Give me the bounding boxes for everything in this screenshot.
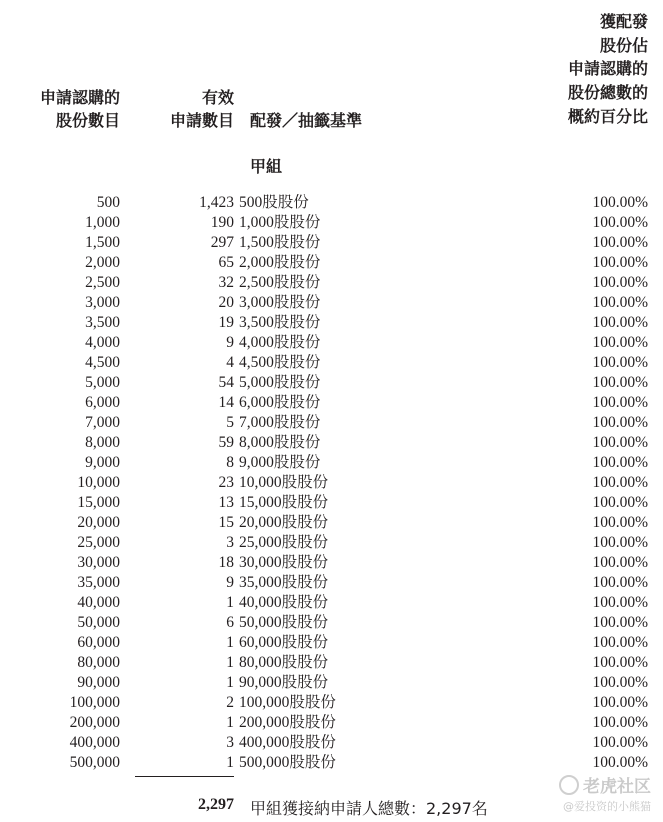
basis-of-allotment-cell: 6,000股股份 <box>239 394 321 411</box>
valid-applications-cell: 6 <box>226 614 234 631</box>
valid-applications-cell: 2 <box>226 694 234 711</box>
table-row <box>0 753 663 773</box>
table-row <box>0 373 663 393</box>
valid-applications-cell: 297 <box>210 234 234 251</box>
table-row <box>0 413 663 433</box>
shares-applied-cell: 500,000 <box>69 754 120 771</box>
header-line: 股份總數的 <box>567 83 648 103</box>
valid-applications-cell: 3 <box>226 534 234 551</box>
basis-of-allotment-cell: 15,000股股份 <box>239 494 329 511</box>
shares-applied-cell: 50,000 <box>77 614 120 631</box>
shares-applied-cell: 40,000 <box>77 594 120 611</box>
basis-of-allotment-cell: 30,000股股份 <box>239 554 329 571</box>
valid-applications-cell: 1 <box>226 674 234 691</box>
allotment-percentage-cell: 100.00% <box>592 354 648 371</box>
shares-applied-cell: 200,000 <box>69 714 120 731</box>
table-row <box>0 293 663 313</box>
table-row <box>0 193 663 213</box>
basis-of-allotment-cell: 7,000股股份 <box>239 414 321 431</box>
allotment-percentage-cell: 100.00% <box>592 514 648 531</box>
basis-of-allotment-cell: 80,000股股份 <box>239 654 329 671</box>
allotment-percentage-cell: 100.00% <box>592 474 648 491</box>
header-shares-applied <box>40 86 120 132</box>
allotment-table-body <box>0 193 663 773</box>
header-line: 配發／抽籤基準 <box>250 111 363 130</box>
basis-of-allotment-cell: 5,000股股份 <box>239 374 321 391</box>
shares-applied-cell: 60,000 <box>77 634 120 651</box>
allotment-percentage-cell: 100.00% <box>592 194 648 211</box>
shares-applied-cell: 500 <box>96 194 120 211</box>
valid-applications-cell: 1 <box>226 594 234 611</box>
valid-applications-cell: 23 <box>218 474 234 491</box>
allotment-percentage-cell: 100.00% <box>592 734 648 751</box>
valid-applications-cell: 1 <box>226 754 234 771</box>
watermark-subtitle: @爱投资的小熊猫 <box>563 800 651 813</box>
header-basis-of-allotment <box>250 109 362 132</box>
basis-of-allotment-cell: 400,000股股份 <box>239 734 336 751</box>
shares-applied-cell: 80,000 <box>77 654 120 671</box>
valid-applications-cell: 18 <box>218 554 234 571</box>
valid-applications-cell: 19 <box>218 314 234 331</box>
shares-applied-cell: 3,000 <box>85 294 120 311</box>
table-row <box>0 713 663 733</box>
basis-of-allotment-cell: 4,000股股份 <box>239 334 321 351</box>
basis-of-allotment-cell: 1,500股股份 <box>239 234 321 251</box>
basis-of-allotment-cell: 10,000股股份 <box>239 474 329 491</box>
allotment-percentage-cell: 100.00% <box>592 694 648 711</box>
valid-applications-cell: 20 <box>218 294 234 311</box>
shares-applied-cell: 25,000 <box>77 534 120 551</box>
shares-applied-cell: 30,000 <box>77 554 120 571</box>
table-row <box>0 573 663 593</box>
valid-applications-cell: 15 <box>218 514 234 531</box>
header-valid-applications <box>170 86 234 132</box>
valid-applications-cell: 1 <box>226 714 234 731</box>
allotment-percentage-cell: 100.00% <box>592 394 648 411</box>
basis-of-allotment-cell: 20,000股股份 <box>239 514 329 531</box>
total-applications: 2,297 <box>198 796 234 813</box>
basis-of-allotment-cell: 200,000股股份 <box>239 714 336 731</box>
table-row <box>0 253 663 273</box>
allotment-percentage-cell: 100.00% <box>592 274 648 291</box>
shares-applied-cell: 10,000 <box>77 474 120 491</box>
valid-applications-cell: 1,423 <box>199 194 234 211</box>
header-line: 申請數目 <box>169 111 234 130</box>
shares-applied-cell: 1,000 <box>85 214 120 231</box>
basis-of-allotment-cell: 40,000股股份 <box>239 594 329 611</box>
allotment-percentage-cell: 100.00% <box>592 254 648 271</box>
shares-applied-cell: 7,000 <box>85 414 120 431</box>
total-divider <box>135 776 234 777</box>
basis-of-allotment-cell: 100,000股股份 <box>239 694 336 711</box>
total-applicants-note: 甲組獲接納申請人總數：2,297名 <box>250 799 488 818</box>
table-row <box>0 733 663 753</box>
shares-applied-cell: 100,000 <box>69 694 120 711</box>
allotment-percentage-cell: 100.00% <box>592 414 648 431</box>
basis-of-allotment-cell: 1,000股股份 <box>239 214 321 231</box>
header-line: 申請認購的 <box>39 88 120 107</box>
table-row <box>0 693 663 713</box>
table-row <box>0 633 663 653</box>
header-line: 股份佔 <box>599 35 648 55</box>
shares-applied-cell: 400,000 <box>69 734 120 751</box>
table-row <box>0 333 663 353</box>
table-row <box>0 673 663 693</box>
header-line: 概約百分比 <box>567 106 648 126</box>
allotment-percentage-cell: 100.00% <box>592 574 648 591</box>
table-row <box>0 493 663 513</box>
basis-of-allotment-cell: 60,000股股份 <box>239 634 329 651</box>
valid-applications-cell: 4 <box>226 354 234 371</box>
shares-applied-cell: 8,000 <box>85 434 120 451</box>
allotment-percentage-cell: 100.00% <box>592 674 648 691</box>
allotment-percentage-cell: 100.00% <box>592 534 648 551</box>
valid-applications-cell: 1 <box>226 654 234 671</box>
basis-of-allotment-cell: 50,000股股份 <box>239 614 329 631</box>
valid-applications-cell: 8 <box>226 454 234 471</box>
basis-of-allotment-cell: 35,000股股份 <box>239 574 329 591</box>
basis-of-allotment-cell: 2,500股股份 <box>239 274 321 291</box>
shares-applied-cell: 2,500 <box>85 274 120 291</box>
valid-applications-cell: 3 <box>226 734 234 751</box>
shares-applied-cell: 2,000 <box>85 254 120 271</box>
allotment-percentage-cell: 100.00% <box>592 314 648 331</box>
basis-of-allotment-cell: 500,000股股份 <box>239 754 336 771</box>
basis-of-allotment-cell: 8,000股股份 <box>239 434 321 451</box>
shares-applied-cell: 4,000 <box>85 334 120 351</box>
valid-applications-cell: 14 <box>218 394 234 411</box>
header-line: 申請認購的 <box>567 59 648 79</box>
shares-applied-cell: 5,000 <box>85 374 120 391</box>
valid-applications-cell: 32 <box>218 274 234 291</box>
table-row <box>0 613 663 633</box>
allotment-percentage-cell: 100.00% <box>592 614 648 631</box>
allotment-percentage-cell: 100.00% <box>592 434 648 451</box>
allotment-percentage-cell: 100.00% <box>592 714 648 731</box>
shares-applied-cell: 3,500 <box>85 314 120 331</box>
basis-of-allotment-cell: 9,000股股份 <box>239 454 321 471</box>
shares-applied-cell: 9,000 <box>85 454 120 471</box>
allotment-percentage-cell: 100.00% <box>592 234 648 251</box>
watermark-title: 老虎社区 <box>583 777 651 797</box>
valid-applications-cell: 13 <box>218 494 234 511</box>
allotment-percentage-cell: 100.00% <box>592 294 648 311</box>
valid-applications-cell: 65 <box>218 254 234 271</box>
header-line: 股份數目 <box>55 111 120 130</box>
table-row <box>0 313 663 333</box>
valid-applications-cell: 5 <box>226 414 234 431</box>
table-row <box>0 453 663 473</box>
basis-of-allotment-cell: 4,500股股份 <box>239 354 321 371</box>
basis-of-allotment-cell: 90,000股股份 <box>239 674 329 691</box>
table-row <box>0 213 663 233</box>
shares-applied-cell: 20,000 <box>77 514 120 531</box>
shares-applied-cell: 6,000 <box>85 394 120 411</box>
table-row <box>0 353 663 373</box>
basis-of-allotment-cell: 3,000股股份 <box>239 294 321 311</box>
allotment-percentage-cell: 100.00% <box>592 654 648 671</box>
valid-applications-cell: 9 <box>226 574 234 591</box>
allotment-percentage-cell: 100.00% <box>592 634 648 651</box>
basis-of-allotment-cell: 2,000股股份 <box>239 254 321 271</box>
shares-applied-cell: 4,500 <box>85 354 120 371</box>
header-allotment-percentage <box>568 10 648 129</box>
allotment-percentage-cell: 100.00% <box>592 594 648 611</box>
shares-applied-cell: 90,000 <box>77 674 120 691</box>
valid-applications-cell: 54 <box>218 374 234 391</box>
allotment-percentage-cell: 100.00% <box>592 754 648 771</box>
allotment-percentage-cell: 100.00% <box>592 334 648 351</box>
tiger-logo-icon <box>559 775 579 795</box>
table-row <box>0 393 663 413</box>
valid-applications-cell: 59 <box>218 434 234 451</box>
basis-of-allotment-cell: 500股股份 <box>239 194 309 211</box>
allotment-percentage-cell: 100.00% <box>592 374 648 391</box>
table-row <box>0 653 663 673</box>
header-line: 有效 <box>201 88 234 107</box>
shares-applied-cell: 35,000 <box>77 574 120 591</box>
table-row <box>0 593 663 613</box>
table-row <box>0 273 663 293</box>
allotment-percentage-cell: 100.00% <box>592 454 648 471</box>
watermark <box>559 772 651 813</box>
group-label: 甲組 <box>250 157 283 176</box>
basis-of-allotment-cell: 25,000股股份 <box>239 534 329 551</box>
table-row <box>0 233 663 253</box>
header-line: 獲配發 <box>599 12 648 31</box>
shares-applied-cell: 15,000 <box>77 494 120 511</box>
table-row <box>0 473 663 493</box>
basis-of-allotment-cell: 3,500股股份 <box>239 314 321 331</box>
valid-applications-cell: 9 <box>226 334 234 351</box>
table-row <box>0 513 663 533</box>
table-row <box>0 553 663 573</box>
table-row <box>0 433 663 453</box>
shares-applied-cell: 1,500 <box>85 234 120 251</box>
allotment-percentage-cell: 100.00% <box>592 554 648 571</box>
allotment-percentage-cell: 100.00% <box>592 214 648 231</box>
valid-applications-cell: 190 <box>210 214 234 231</box>
allotment-percentage-cell: 100.00% <box>592 494 648 511</box>
table-row <box>0 533 663 553</box>
valid-applications-cell: 1 <box>226 634 234 651</box>
